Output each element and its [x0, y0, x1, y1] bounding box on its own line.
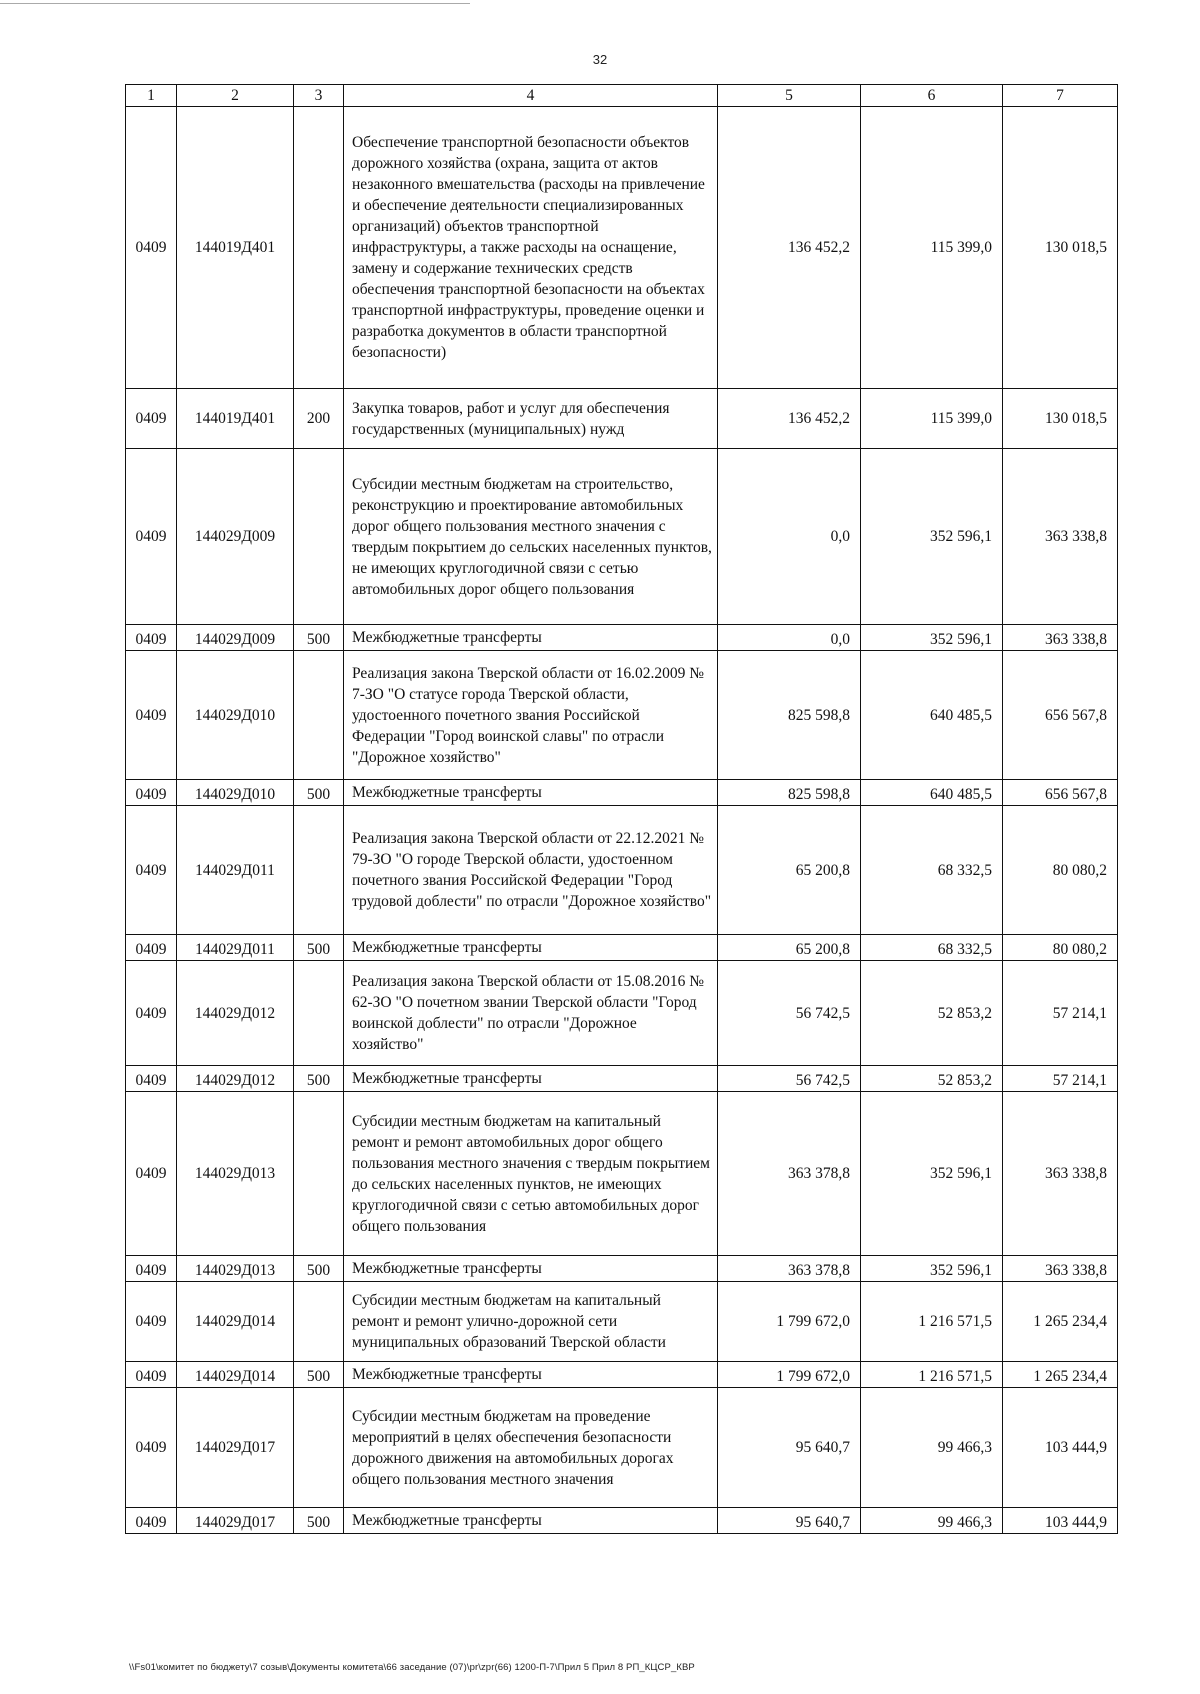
type-cell — [294, 107, 344, 389]
description-cell: Межбюджетные трансферты — [344, 1508, 718, 1534]
code-cell: 144029Д013 — [177, 1092, 294, 1256]
value-2023-cell: 99 466,3 — [861, 1508, 1003, 1534]
type-cell: 500 — [294, 1066, 344, 1092]
section-cell: 0409 — [126, 651, 177, 780]
section-cell: 0409 — [126, 1092, 177, 1256]
table-row — [126, 651, 1118, 780]
value-2023-cell: 52 853,2 — [861, 961, 1003, 1066]
value-2024-cell: 57 214,1 — [1003, 1066, 1118, 1092]
type-cell: 500 — [294, 780, 344, 806]
budget-table — [125, 84, 1118, 1534]
value-2024-cell: 80 080,2 — [1003, 935, 1118, 961]
scan-artifact-line — [0, 3, 470, 4]
table-row — [126, 1388, 1118, 1508]
value-2024-cell: 363 338,8 — [1003, 625, 1118, 651]
value-2024-cell: 1 265 234,4 — [1003, 1282, 1118, 1362]
table-row — [126, 806, 1118, 935]
type-cell — [294, 1092, 344, 1256]
description-cell: Субсидии местным бюджетам на капитальный ремонт и ремонт автомобильных дорог общего пользования местного значения с твердым покрытием до сельских населенных пунктов, не имеющих круглогодичной связи с сетью автомобильных дорог общего пользования — [344, 1092, 718, 1256]
value-2023-cell: 640 485,5 — [861, 780, 1003, 806]
value-2024-cell: 363 338,8 — [1003, 1256, 1118, 1282]
description-cell: Закупка товаров, работ и услуг для обеспечения государственных (муниципальных) нужд — [344, 389, 718, 449]
type-cell: 500 — [294, 625, 344, 651]
section-cell: 0409 — [126, 1282, 177, 1362]
value-2023-cell: 352 596,1 — [861, 1092, 1003, 1256]
code-cell: 144029Д011 — [177, 806, 294, 935]
type-cell — [294, 651, 344, 780]
type-cell: 500 — [294, 935, 344, 961]
value-2023-cell: 52 853,2 — [861, 1066, 1003, 1092]
value-2022-cell: 56 742,5 — [718, 1066, 861, 1092]
description-cell: Обеспечение транспортной безопасности объектов дорожного хозяйства (охрана, защита от актов незаконного вмешательства (расходы на привлечение и обеспечение деятельности специализированных организаций) объектов транспортной инфраструктуры, а также расходы на оснащение, замену и содержание технических средств обеспечения транспортной безопасности на объектах транспортной инфраструктуры, проведение оценки и разработка документов в области транспортной безопасности) — [344, 107, 718, 389]
section-cell: 0409 — [126, 1256, 177, 1282]
code-cell: 144029Д009 — [177, 449, 294, 625]
section-cell: 0409 — [126, 625, 177, 651]
code-cell: 144029Д011 — [177, 935, 294, 961]
section-cell: 0409 — [126, 806, 177, 935]
value-2024-cell: 103 444,9 — [1003, 1508, 1118, 1534]
code-cell: 144019Д401 — [177, 107, 294, 389]
table-row-subtotal — [126, 1362, 1118, 1388]
value-2022-cell: 363 378,8 — [718, 1092, 861, 1256]
code-cell: 144029Д014 — [177, 1282, 294, 1362]
value-2023-cell: 68 332,5 — [861, 806, 1003, 935]
value-2023-cell: 640 485,5 — [861, 651, 1003, 780]
code-cell: 144029Д010 — [177, 780, 294, 806]
table-row — [126, 1282, 1118, 1362]
type-cell — [294, 961, 344, 1066]
description-cell: Межбюджетные трансферты — [344, 935, 718, 961]
header-cell: 4 — [344, 85, 718, 107]
section-cell: 0409 — [126, 1508, 177, 1534]
value-2022-cell: 0,0 — [718, 449, 861, 625]
section-cell: 0409 — [126, 1388, 177, 1508]
value-2022-cell: 825 598,8 — [718, 651, 861, 780]
section-cell: 0409 — [126, 449, 177, 625]
value-2022-cell: 1 799 672,0 — [718, 1282, 861, 1362]
value-2024-cell: 1 265 234,4 — [1003, 1362, 1118, 1388]
description-cell: Реализация закона Тверской области от 22.12.2021 № 79-ЗО "О городе Тверской области, удостоенном почетного звания Российской Федерации "Город трудовой доблести" по отрасли "Дорожное хозяйство" — [344, 806, 718, 935]
type-cell — [294, 806, 344, 935]
value-2024-cell: 656 567,8 — [1003, 780, 1118, 806]
header-cell: 1 — [126, 85, 177, 107]
value-2022-cell: 56 742,5 — [718, 961, 861, 1066]
type-cell — [294, 1388, 344, 1508]
table-row-subtotal — [126, 935, 1118, 961]
value-2022-cell: 363 378,8 — [718, 1256, 861, 1282]
section-cell: 0409 — [126, 1066, 177, 1092]
section-cell: 0409 — [126, 961, 177, 1066]
value-2023-cell: 1 216 571,5 — [861, 1362, 1003, 1388]
value-2024-cell: 363 338,8 — [1003, 1092, 1118, 1256]
value-2024-cell: 80 080,2 — [1003, 806, 1118, 935]
page-number: 32 — [592, 52, 608, 67]
value-2022-cell: 95 640,7 — [718, 1508, 861, 1534]
section-cell: 0409 — [126, 107, 177, 389]
value-2024-cell: 103 444,9 — [1003, 1388, 1118, 1508]
table-row — [126, 1092, 1118, 1256]
table-row — [126, 449, 1118, 625]
type-cell: 500 — [294, 1362, 344, 1388]
header-cell: 6 — [861, 85, 1003, 107]
description-cell: Межбюджетные трансферты — [344, 780, 718, 806]
value-2023-cell: 115 399,0 — [861, 389, 1003, 449]
description-cell: Межбюджетные трансферты — [344, 1066, 718, 1092]
value-2024-cell: 57 214,1 — [1003, 961, 1118, 1066]
code-cell: 144029Д010 — [177, 651, 294, 780]
code-cell: 144029Д012 — [177, 961, 294, 1066]
value-2022-cell: 65 200,8 — [718, 935, 861, 961]
table-row-subtotal — [126, 625, 1118, 651]
value-2022-cell: 65 200,8 — [718, 806, 861, 935]
code-cell: 144029Д013 — [177, 1256, 294, 1282]
value-2023-cell: 68 332,5 — [861, 935, 1003, 961]
value-2023-cell: 115 399,0 — [861, 107, 1003, 389]
value-2022-cell: 136 452,2 — [718, 389, 861, 449]
header-cell: 5 — [718, 85, 861, 107]
file-path-footer: \\Fs01\комитет по бюджету\7 созыв\Документы комитета\66 заседание (07)\pr\zpr(66) 1200-П-7\Прил 5 Прил 8 РП_КЦСР_КВР — [129, 1662, 695, 1673]
code-cell: 144029Д017 — [177, 1508, 294, 1534]
type-cell — [294, 1282, 344, 1362]
header-cell: 7 — [1003, 85, 1118, 107]
code-cell: 144029Д009 — [177, 625, 294, 651]
value-2022-cell: 136 452,2 — [718, 107, 861, 389]
section-cell: 0409 — [126, 1362, 177, 1388]
value-2023-cell: 352 596,1 — [861, 625, 1003, 651]
value-2024-cell: 130 018,5 — [1003, 107, 1118, 389]
type-cell — [294, 449, 344, 625]
code-cell: 144029Д017 — [177, 1388, 294, 1508]
type-cell: 500 — [294, 1256, 344, 1282]
table-row-subtotal — [126, 1066, 1118, 1092]
value-2023-cell: 352 596,1 — [861, 449, 1003, 625]
description-cell: Субсидии местным бюджетам на проведение мероприятий в целях обеспечения безопасности дорожного движения на автомобильных дорогах общего пользования местного значения — [344, 1388, 718, 1508]
code-cell: 144019Д401 — [177, 389, 294, 449]
value-2022-cell: 0,0 — [718, 625, 861, 651]
value-2023-cell: 1 216 571,5 — [861, 1282, 1003, 1362]
table-row-subtotal — [126, 780, 1118, 806]
table-row-subtotal — [126, 389, 1118, 449]
description-cell: Субсидии местным бюджетам на строительство, реконструкцию и проектирование автомобильных дорог общего пользования местного значения с твердым покрытием до сельских населенных пунктов, не имеющих круглогодичной связи с сетью автомобильных дорог общего пользования — [344, 449, 718, 625]
code-cell: 144029Д014 — [177, 1362, 294, 1388]
description-cell: Межбюджетные трансферты — [344, 1256, 718, 1282]
code-cell: 144029Д012 — [177, 1066, 294, 1092]
table-row-subtotal — [126, 1508, 1118, 1534]
description-cell: Реализация закона Тверской области от 15.08.2016 № 62-ЗО "О почетном звании Тверской области "Город воинской доблести" по отрасли "Дорожное хозяйство" — [344, 961, 718, 1066]
description-cell: Субсидии местным бюджетам на капитальный ремонт и ремонт улично-дорожной сети муниципальных образований Тверской области — [344, 1282, 718, 1362]
description-cell: Межбюджетные трансферты — [344, 1362, 718, 1388]
header-cell: 2 — [177, 85, 294, 107]
value-2023-cell: 352 596,1 — [861, 1256, 1003, 1282]
table-row — [126, 107, 1118, 389]
value-2023-cell: 99 466,3 — [861, 1388, 1003, 1508]
type-cell: 500 — [294, 1508, 344, 1534]
type-cell: 200 — [294, 389, 344, 449]
value-2022-cell: 1 799 672,0 — [718, 1362, 861, 1388]
section-cell: 0409 — [126, 389, 177, 449]
description-cell: Межбюджетные трансферты — [344, 625, 718, 651]
description-cell: Реализация закона Тверской области от 16.02.2009 № 7-ЗО "О статусе города Тверской области, удостоенного почетного звания Российской Федерации "Город воинской славы" по отрасли "Дорожное хозяйство" — [344, 651, 718, 780]
header-cell: 3 — [294, 85, 344, 107]
section-cell: 0409 — [126, 935, 177, 961]
value-2022-cell: 95 640,7 — [718, 1388, 861, 1508]
value-2024-cell: 363 338,8 — [1003, 449, 1118, 625]
section-cell: 0409 — [126, 780, 177, 806]
value-2024-cell: 130 018,5 — [1003, 389, 1118, 449]
header-row — [126, 85, 1118, 107]
value-2024-cell: 656 567,8 — [1003, 651, 1118, 780]
table-row-subtotal — [126, 1256, 1118, 1282]
table-row — [126, 961, 1118, 1066]
value-2022-cell: 825 598,8 — [718, 780, 861, 806]
